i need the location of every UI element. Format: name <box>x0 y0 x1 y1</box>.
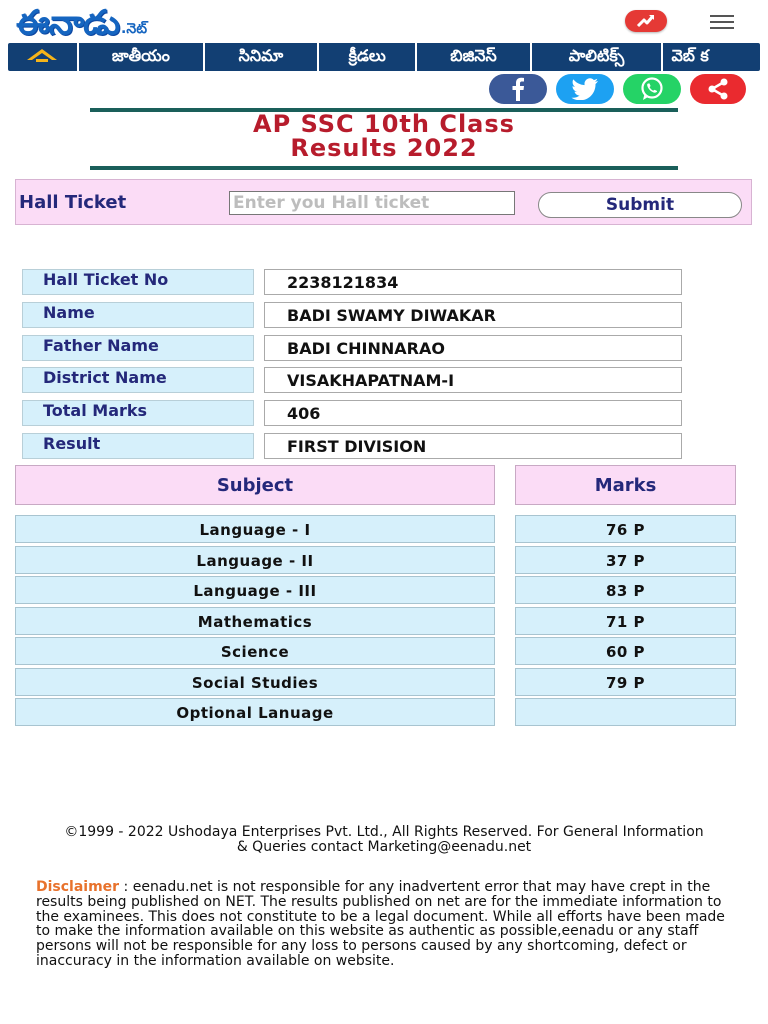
facebook-share-button[interactable] <box>489 74 547 104</box>
marks-header: Marks <box>515 465 736 505</box>
page-title <box>90 112 678 160</box>
subject-cell: Optional Lanuage <box>15 698 495 726</box>
home-icon <box>24 48 60 66</box>
subject-header: Subject <box>15 465 495 505</box>
info-label: Hall Ticket No <box>22 269 254 295</box>
info-row-result <box>22 433 682 459</box>
nav-item-politics[interactable]: పాలిటిక్స్ <box>532 43 664 71</box>
subject-cell: Science <box>15 637 495 665</box>
info-label: Name <box>22 302 254 328</box>
submit-button[interactable]: Submit <box>538 192 742 218</box>
nav-item-business[interactable]: బిజినెస్ <box>417 43 531 71</box>
info-label: Result <box>22 433 254 459</box>
copyright-text: ©1999 - 2022 Ushodaya Enterprises Pvt. Ltd., All Rights Reserved. For General Information & Queries contact Marketing@eenadu.net <box>64 824 704 855</box>
info-label: District Name <box>22 367 254 393</box>
info-label: Total Marks <box>22 400 254 426</box>
nav-home[interactable] <box>8 43 79 71</box>
hall-ticket-label: Hall Ticket <box>19 192 127 213</box>
marks-cell: 37 P <box>515 546 736 574</box>
info-value: VISAKHAPATNAM-I <box>264 367 682 393</box>
info-row-district <box>22 367 682 393</box>
twitter-icon <box>571 78 599 100</box>
info-row-name <box>22 302 682 328</box>
subject-cell: Mathematics <box>15 607 495 635</box>
subject-cell: Language - III <box>15 576 495 604</box>
disclaimer <box>36 880 740 969</box>
marks-cell <box>515 698 736 726</box>
marks-cell: 76 P <box>515 515 736 543</box>
hall-ticket-input[interactable] <box>229 191 515 215</box>
main-nav <box>8 43 760 71</box>
trending-up-icon <box>636 13 656 29</box>
info-row-hall-ticket <box>22 269 682 295</box>
marks-cell: 71 P <box>515 607 736 635</box>
info-value: BADI SWAMY DIWAKAR <box>264 302 682 328</box>
subject-cell: Language - I <box>15 515 495 543</box>
nav-item-sports[interactable]: క్రీడలు <box>319 43 417 71</box>
disclaimer-label: Disclaimer <box>36 879 120 895</box>
subject-cell: Social Studies <box>15 668 495 696</box>
whatsapp-share-button[interactable] <box>623 74 681 104</box>
hamburger-menu-icon <box>708 15 736 29</box>
hamburger-menu-button[interactable] <box>708 12 736 32</box>
twitter-share-button[interactable] <box>556 74 614 104</box>
trending-button[interactable] <box>625 10 667 32</box>
info-row-father-name <box>22 335 682 361</box>
subject-cell: Language - II <box>15 546 495 574</box>
marks-cell: 83 P <box>515 576 736 604</box>
info-value: FIRST DIVISION <box>264 433 682 459</box>
disclaimer-text: : eenadu.net is not responsible for any inadvertent error that may have crept in the results being published on NET. The results published on net are for the immediate information to the examinees. This does not constitute to be a legal document. While all efforts have been made to make the information available on this website as authentic as possible,eenadu or any staff persons will not be responsible for any loss to persons caused by any shortcoming, defect or inaccuracy in the information available on website. <box>36 879 725 969</box>
info-row-total-marks <box>22 400 682 426</box>
facebook-icon <box>509 77 527 101</box>
share-icon <box>707 78 729 100</box>
more-share-button[interactable] <box>690 74 746 104</box>
marks-cell: 60 P <box>515 637 736 665</box>
nav-item-cinema[interactable]: సినిమా <box>205 43 319 71</box>
marks-cell: 79 P <box>515 668 736 696</box>
info-label: Father Name <box>22 335 254 361</box>
logo-text: ఈనాడు <box>16 3 120 43</box>
nav-item-web[interactable]: వెబ్ క <box>671 45 709 65</box>
nav-item-national[interactable]: జాతీయం <box>79 43 205 71</box>
info-value: BADI CHINNARAO <box>264 335 682 361</box>
site-header <box>0 0 768 44</box>
logo-suffix: .నెట్ <box>121 21 148 37</box>
info-value: 2238121834 <box>264 269 682 295</box>
whatsapp-icon <box>639 76 665 102</box>
page-title-line-2: Results 2022 <box>290 134 478 162</box>
page-title-line-1: AP SSC 10th Class <box>253 110 515 138</box>
info-value: 406 <box>264 400 682 426</box>
hall-ticket-form <box>15 179 752 225</box>
eenadu-logo[interactable] <box>16 2 147 42</box>
